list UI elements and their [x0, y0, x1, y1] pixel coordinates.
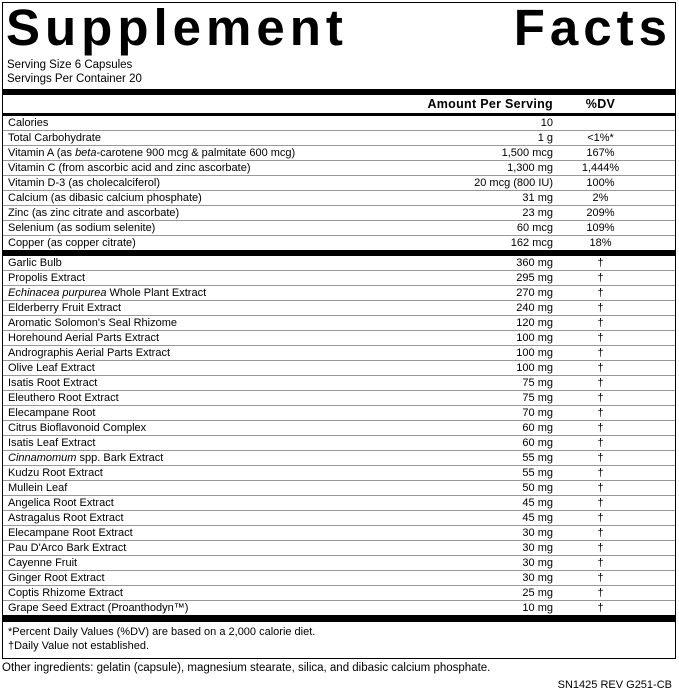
dv-value: 2%	[592, 192, 609, 204]
ingredient-name: Isatis Leaf Extract	[8, 437, 96, 449]
ingredient-name: Horehound Aerial Parts Extract	[8, 332, 160, 344]
amount-value: 270 mg	[516, 287, 553, 299]
dv-value: †	[597, 422, 604, 434]
ingredient-name: Ginger Root Extract	[8, 572, 105, 584]
ingredient-name: Olive Leaf Extract	[8, 362, 95, 374]
amount-value: 75 mg	[522, 377, 553, 389]
table-row	[3, 270, 675, 285]
amount-value: 1,500 mcg	[501, 147, 553, 159]
ingredient-name: Cayenne Fruit	[8, 557, 78, 569]
ingredient-name: Vitamin D-3 (as cholecalciferol)	[8, 177, 161, 189]
ingredient-name: Echinacea purpurea Whole Plant Extract	[8, 287, 207, 299]
table-row	[3, 480, 675, 495]
amount-value: 60 mg	[522, 422, 553, 434]
product-code: SN1425 REV G251-CB	[557, 679, 672, 691]
dv-value: †	[597, 587, 604, 599]
title-word-facts: Facts	[513, 0, 672, 56]
table-row	[3, 570, 675, 585]
table-row	[3, 345, 675, 360]
amount-value: 240 mg	[516, 302, 553, 314]
label-title	[3, 0, 675, 56]
dv-value: †	[597, 437, 604, 449]
table-row	[3, 130, 675, 145]
dv-value: 209%	[586, 207, 615, 219]
table-row	[3, 540, 675, 555]
dv-value: †	[597, 347, 604, 359]
amount-value: 23 mg	[522, 207, 553, 219]
table-row	[3, 145, 675, 160]
table-row	[3, 435, 675, 450]
dv-value: †	[597, 317, 604, 329]
ingredient-name: Angelica Root Extract	[8, 497, 114, 509]
dv-value: †	[597, 407, 604, 419]
amount-value: 20 mcg (800 IU)	[474, 177, 553, 189]
dv-value: †	[597, 497, 604, 509]
table-row	[3, 585, 675, 600]
table-header	[3, 95, 675, 113]
amount-value: 295 mg	[516, 272, 553, 284]
amount-value: 50 mg	[522, 482, 553, 494]
ingredient-name: Elderberry Fruit Extract	[8, 302, 122, 314]
amount-value: 10 mg	[522, 602, 553, 614]
dv-value: 18%	[589, 237, 612, 249]
dv-value: †	[597, 272, 604, 284]
ingredient-name: Kudzu Root Extract	[8, 467, 103, 479]
amount-value: 55 mg	[522, 452, 553, 464]
ingredient-name: Calories	[8, 117, 49, 129]
ingredient-name: Calcium (as dibasic calcium phosphate)	[8, 192, 202, 204]
amount-value: 25 mg	[522, 587, 553, 599]
table-row	[3, 420, 675, 435]
amount-value: 120 mg	[516, 317, 553, 329]
amount-value: 100 mg	[516, 362, 553, 374]
herbal-rows-section	[3, 256, 675, 615]
ingredient-name: Elecampane Root Extract	[8, 527, 133, 539]
dv-value: †	[597, 377, 604, 389]
amount-value: 30 mg	[522, 527, 553, 539]
ingredient-name: Zinc (as zinc citrate and ascorbate)	[8, 207, 180, 219]
dv-value: †	[597, 572, 604, 584]
dv-value: 109%	[586, 222, 615, 234]
amount-value: 30 mg	[522, 542, 553, 554]
ingredient-name: Propolis Extract	[8, 272, 86, 284]
amount-value: 60 mg	[522, 437, 553, 449]
table-row	[3, 160, 675, 175]
dv-value: †	[597, 452, 604, 464]
table-row	[3, 555, 675, 570]
table-row	[3, 190, 675, 205]
amount-value: 30 mg	[522, 557, 553, 569]
amount-value: 70 mg	[522, 407, 553, 419]
dv-value: †	[597, 332, 604, 344]
table-row	[3, 205, 675, 220]
dv-value: †	[597, 527, 604, 539]
amount-value: 45 mg	[522, 512, 553, 524]
ingredient-name: Eleuthero Root Extract	[8, 392, 119, 404]
ingredient-name: Citrus Bioflavonoid Complex	[8, 422, 147, 434]
table-row	[3, 256, 675, 270]
table-row	[3, 525, 675, 540]
title-word-supplement: Supplement	[6, 0, 348, 56]
table-row	[3, 315, 675, 330]
table-row	[3, 330, 675, 345]
table-row	[3, 235, 675, 250]
amount-value: 31 mg	[522, 192, 553, 204]
serving-info	[3, 52, 675, 89]
dv-value: †	[597, 467, 604, 479]
dv-value: †	[597, 302, 604, 314]
ingredient-name: Cinnamomum spp. Bark Extract	[8, 452, 164, 464]
ingredient-name: Total Carbohydrate	[8, 132, 101, 144]
ingredient-name: Garlic Bulb	[8, 257, 62, 269]
dv-value: †	[597, 542, 604, 554]
ingredient-name: Pau D'Arco Bark Extract	[8, 542, 127, 554]
dv-value: †	[597, 392, 604, 404]
table-row	[3, 360, 675, 375]
ingredient-name: Isatis Root Extract	[8, 377, 98, 389]
dv-value: †	[597, 287, 604, 299]
ingredient-name: Elecampane Root	[8, 407, 96, 419]
dv-value: <1%*	[587, 132, 614, 144]
dv-value: 100%	[586, 177, 615, 189]
footnotes	[3, 622, 675, 658]
amount-value: 1 g	[537, 132, 553, 144]
ingredient-name: Mullein Leaf	[8, 482, 68, 494]
other-ingredients: Other ingredients: gelatin (capsule), magnesium stearate, silica, and dibasic calcium phosphate.	[2, 662, 491, 674]
table-row	[3, 116, 675, 130]
header-percent-dv: %DV	[585, 97, 616, 111]
dv-value: †	[597, 257, 604, 269]
ingredient-name: Coptis Rhizome Extract	[8, 587, 123, 599]
ingredient-name: Aromatic Solomon's Seal Rhizome	[8, 317, 178, 329]
dv-value: †	[597, 362, 604, 374]
table-row	[3, 300, 675, 315]
table-row	[3, 465, 675, 480]
table-row	[3, 390, 675, 405]
amount-value: 162 mcg	[510, 237, 553, 249]
table-row	[3, 495, 675, 510]
servings-per-container: Servings Per Container 20	[7, 73, 142, 85]
ingredient-name: Vitamin A (as beta-carotene 900 mcg & palmitate 600 mcg)	[8, 147, 296, 159]
dv-value: †	[597, 512, 604, 524]
ingredient-name: Copper (as copper citrate)	[8, 237, 136, 249]
amount-value: 360 mg	[516, 257, 553, 269]
table-row	[3, 375, 675, 390]
table-row	[3, 510, 675, 525]
nutrient-rows-section	[3, 116, 675, 250]
table-row	[3, 220, 675, 235]
dv-value: 1,444%	[581, 162, 620, 174]
divider-bar-bottom	[3, 615, 675, 622]
footnote-daily-value: †Daily Value not established.	[8, 639, 150, 652]
amount-value: 60 mcg	[516, 222, 553, 234]
ingredient-name: Selenium (as sodium selenite)	[8, 222, 156, 234]
amount-value: 75 mg	[522, 392, 553, 404]
table-row	[3, 175, 675, 190]
supplement-facts-label	[2, 2, 676, 659]
amount-value: 1,300 mg	[507, 162, 553, 174]
ingredient-name: Astragalus Root Extract	[8, 512, 124, 524]
amount-value: 30 mg	[522, 572, 553, 584]
amount-value: 100 mg	[516, 332, 553, 344]
dv-value: †	[597, 557, 604, 569]
ingredient-name: Grape Seed Extract (Proanthodyn™)	[8, 602, 189, 614]
dv-value: 167%	[586, 147, 615, 159]
table-row	[3, 405, 675, 420]
amount-value: 45 mg	[522, 497, 553, 509]
amount-value: 55 mg	[522, 467, 553, 479]
ingredient-name: Andrographis Aerial Parts Extract	[8, 347, 171, 359]
header-amount-per-serving: Amount Per Serving	[427, 97, 553, 111]
dv-value: †	[597, 602, 604, 614]
dv-value: †	[597, 482, 604, 494]
ingredient-name: Vitamin C (from ascorbic acid and zinc ascorbate)	[8, 162, 251, 174]
footnote-percent-dv: *Percent Daily Values (%DV) are based on a 2,000 calorie diet.	[8, 626, 316, 638]
table-row	[3, 285, 675, 300]
table-row	[3, 600, 675, 615]
serving-size: Serving Size 6 Capsules	[7, 59, 133, 71]
amount-value: 10	[540, 117, 553, 129]
amount-value: 100 mg	[516, 347, 553, 359]
table-row	[3, 450, 675, 465]
